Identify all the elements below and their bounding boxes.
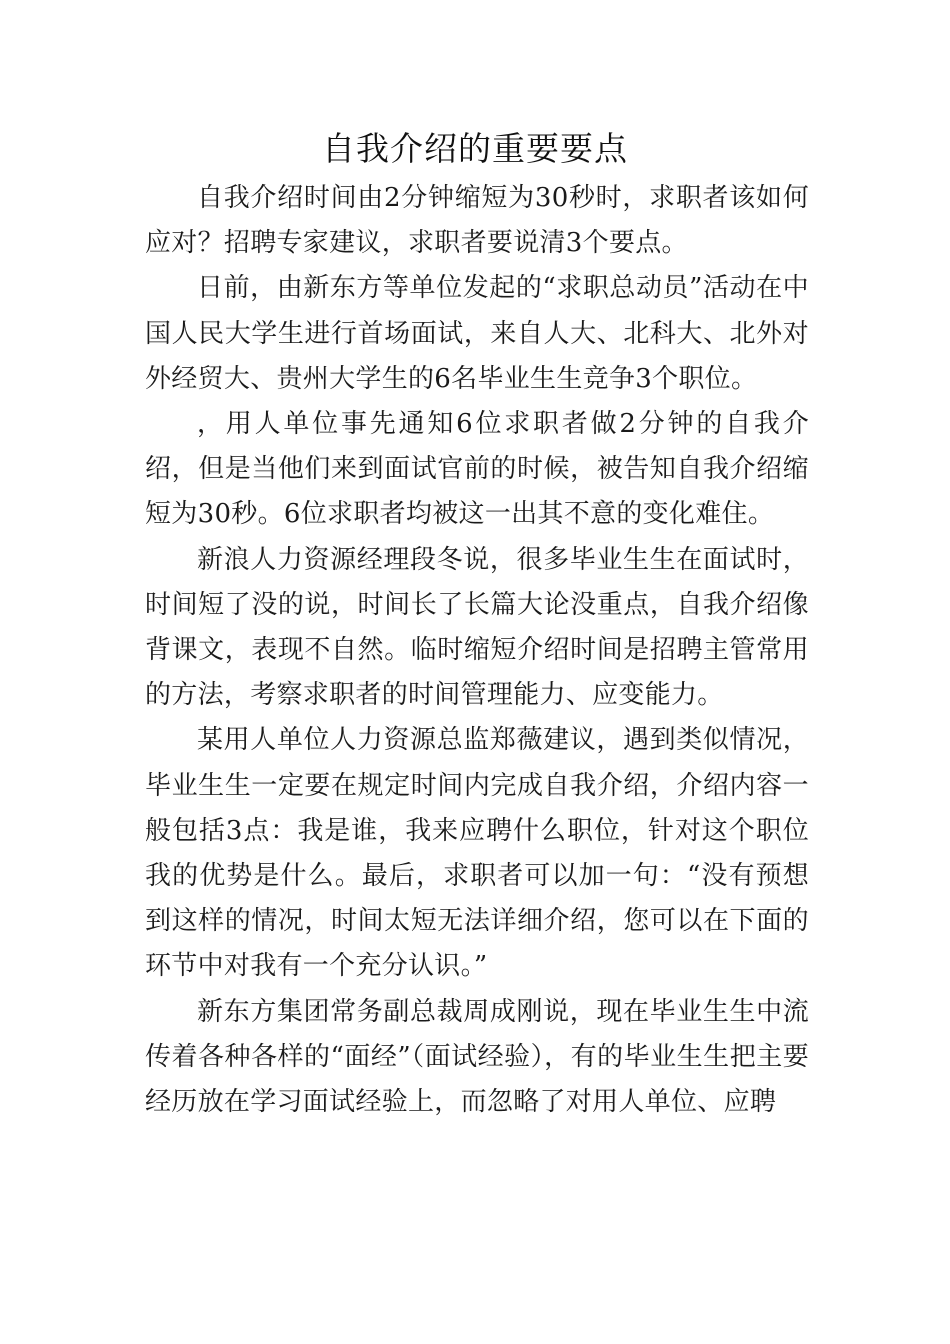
document-title: 自我介绍的重要要点 (322, 129, 628, 168)
document-body (145, 176, 809, 1125)
paragraph: 某用人单位人力资源总监郑薇建议，遇到类似情况，毕业生生一定要在规定时间内完成自我介绍，介绍内容一般包括3点：我是谁，我来应聘什么职位，针对这个职位我的优势是什么。最后，求职者可以加一句：“没有预想到这样的情况，时间太短无法详细介绍，您可以在下面的环节中对我有一个充分认识。” (145, 725, 809, 982)
paragraph: 新东方集团常务副总裁周成刚说，现在毕业生生中流传着各种各样的“面经”（面试经验），有的毕业生生把主要经历放在学习面试经验上，而忽略了对用人单位、应聘 (145, 996, 809, 1118)
paragraph: ，用人单位事先通知6位求职者做2分钟的自我介绍，但是当他们来到面试官前的时候，被告知自我介绍缩短为30秒。6位求职者均被这一出其不意的变化难住。 (145, 409, 809, 530)
paragraph: 新浪人力资源经理段冬说，很多毕业生生在面试时，时间短了没的说，时间长了长篇大论没重点，自我介绍像背课文，表现不自然。临时缩短介绍时间是招聘主管常用的方法，考察求职者的时间管理能力、应变能力。 (145, 544, 809, 711)
paragraph: 日前，由新东方等单位发起的“求职总动员”活动在中国人民大学生进行首场面试，来自人大、北科大、北外对外经贸大、贵州大学生的6名毕业生生竞争3个职位。 (145, 273, 809, 394)
paragraph: 自我介绍时间由2分钟缩短为30秒时，求职者该如何应对？招聘专家建议，求职者要说清3个要点。 (145, 183, 809, 259)
